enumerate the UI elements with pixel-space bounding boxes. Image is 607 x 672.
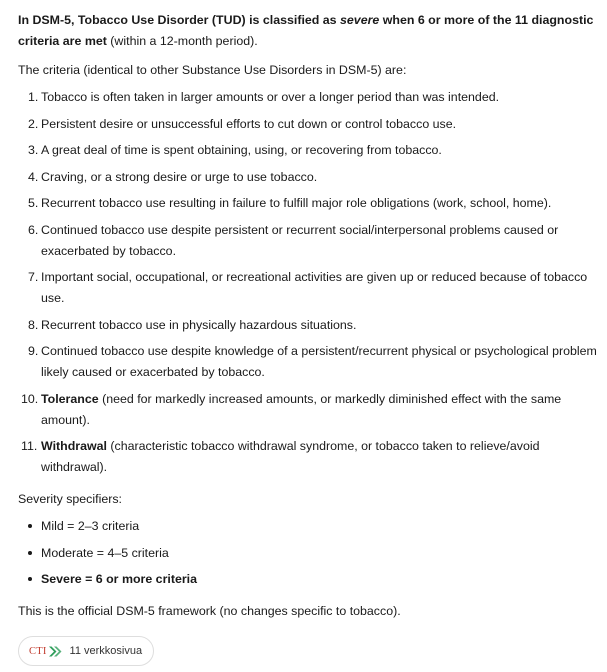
criterion-number: 4. — [28, 169, 39, 184]
criterion-number: 2. — [28, 116, 39, 131]
criterion-text: Recurrent tobacco use in physically hazardous situations. — [41, 317, 357, 332]
criterion-item — [18, 193, 597, 214]
bullet-icon — [28, 524, 32, 528]
cti-logo — [29, 641, 62, 662]
criterion-item — [18, 167, 597, 188]
criterion-bold-term: Withdrawal — [41, 439, 107, 453]
criterion-item — [18, 114, 597, 135]
intro-bold-part2: when 6 or more of the 11 diagnostic criteria are met — [18, 13, 594, 48]
closing-paragraph: This is the official DSM-5 framework (no changes specific to tobacco). — [18, 604, 401, 618]
criterion-text: Persistent desire or unsuccessful efforts to cut down or control tobacco use. — [41, 116, 457, 131]
criterion-text: (characteristic tobacco withdrawal syndrome, or tobacco taken to relieve/avoid withdrawal). — [41, 439, 540, 474]
criterion-item — [18, 87, 597, 108]
criterion-item — [18, 436, 597, 478]
criterion-bold-term: Tolerance — [41, 391, 99, 406]
criterion-item — [18, 267, 597, 309]
criterion-number: 10. — [21, 391, 39, 406]
severity-item — [18, 569, 597, 590]
criterion-number: 3. — [28, 143, 39, 157]
criterion-text: Craving, or a strong desire or urge to use tobacco. — [41, 169, 318, 184]
criterion-number: 11. — [21, 439, 38, 453]
sources-button[interactable] — [18, 636, 154, 666]
criterion-number: 5. — [28, 196, 39, 210]
criterion-text: Continued tobacco use despite knowledge of a persistent/recurrent physical or psychological problem likely caused or exacerbated by tobacco. — [41, 344, 597, 379]
criterion-number: 1. — [28, 90, 39, 104]
criteria-list — [18, 87, 597, 478]
severity-item — [18, 516, 597, 537]
criterion-item — [18, 220, 597, 262]
criterion-item — [18, 341, 597, 383]
criteria-lead: The criteria (identical to other Substance Use Disorders in DSM-5) are: — [18, 63, 407, 77]
severity-heading: Severity specifiers: — [18, 492, 122, 506]
severity-list — [18, 516, 597, 590]
criterion-text: (need for markedly increased amounts, or markedly diminished effect with the same amount). — [41, 391, 562, 427]
severity-text: Severe = 6 or more criteria — [41, 572, 198, 586]
chevron-right-icon — [48, 646, 62, 657]
severity-text: Moderate = 4–5 criteria — [41, 545, 169, 560]
intro-paragraph — [18, 10, 597, 52]
severity-text: Mild = 2–3 criteria — [41, 519, 140, 533]
intro-severe-word: severe — [340, 13, 380, 27]
criterion-number: 6. — [28, 222, 39, 237]
criterion-item — [18, 389, 597, 431]
criterion-item — [18, 140, 597, 161]
criterion-text: Tobacco is often taken in larger amounts or over a longer period than was intended. — [41, 90, 500, 104]
severity-item — [18, 543, 597, 564]
criterion-number: 7. — [28, 270, 39, 284]
criterion-text: Continued tobacco use despite persistent or recurrent social/interpersonal problems caused or exacerbated by tobacco. — [41, 222, 559, 258]
cti-logo-text: CTI — [29, 645, 47, 657]
intro-period-note: (within a 12-month period). — [106, 34, 258, 48]
criterion-text: Recurrent tobacco use resulting in failure to fulfill major role obligations (work, school, home). — [41, 196, 552, 210]
criterion-number: 9. — [28, 344, 39, 358]
criterion-number: 8. — [28, 317, 39, 332]
criterion-text: Important social, occupational, or recreational activities are given up or reduced because of tobacco use. — [41, 270, 588, 305]
bullet-icon — [28, 577, 32, 581]
criterion-item — [18, 315, 597, 336]
intro-bold-part1: In DSM-5, Tobacco Use Disorder (TUD) is classified as — [18, 13, 341, 27]
sources-label: 11 verkkosivua — [69, 644, 143, 657]
criterion-text: A great deal of time is spent obtaining, using, or recovering from tobacco. — [41, 143, 442, 157]
bullet-icon — [28, 551, 32, 555]
